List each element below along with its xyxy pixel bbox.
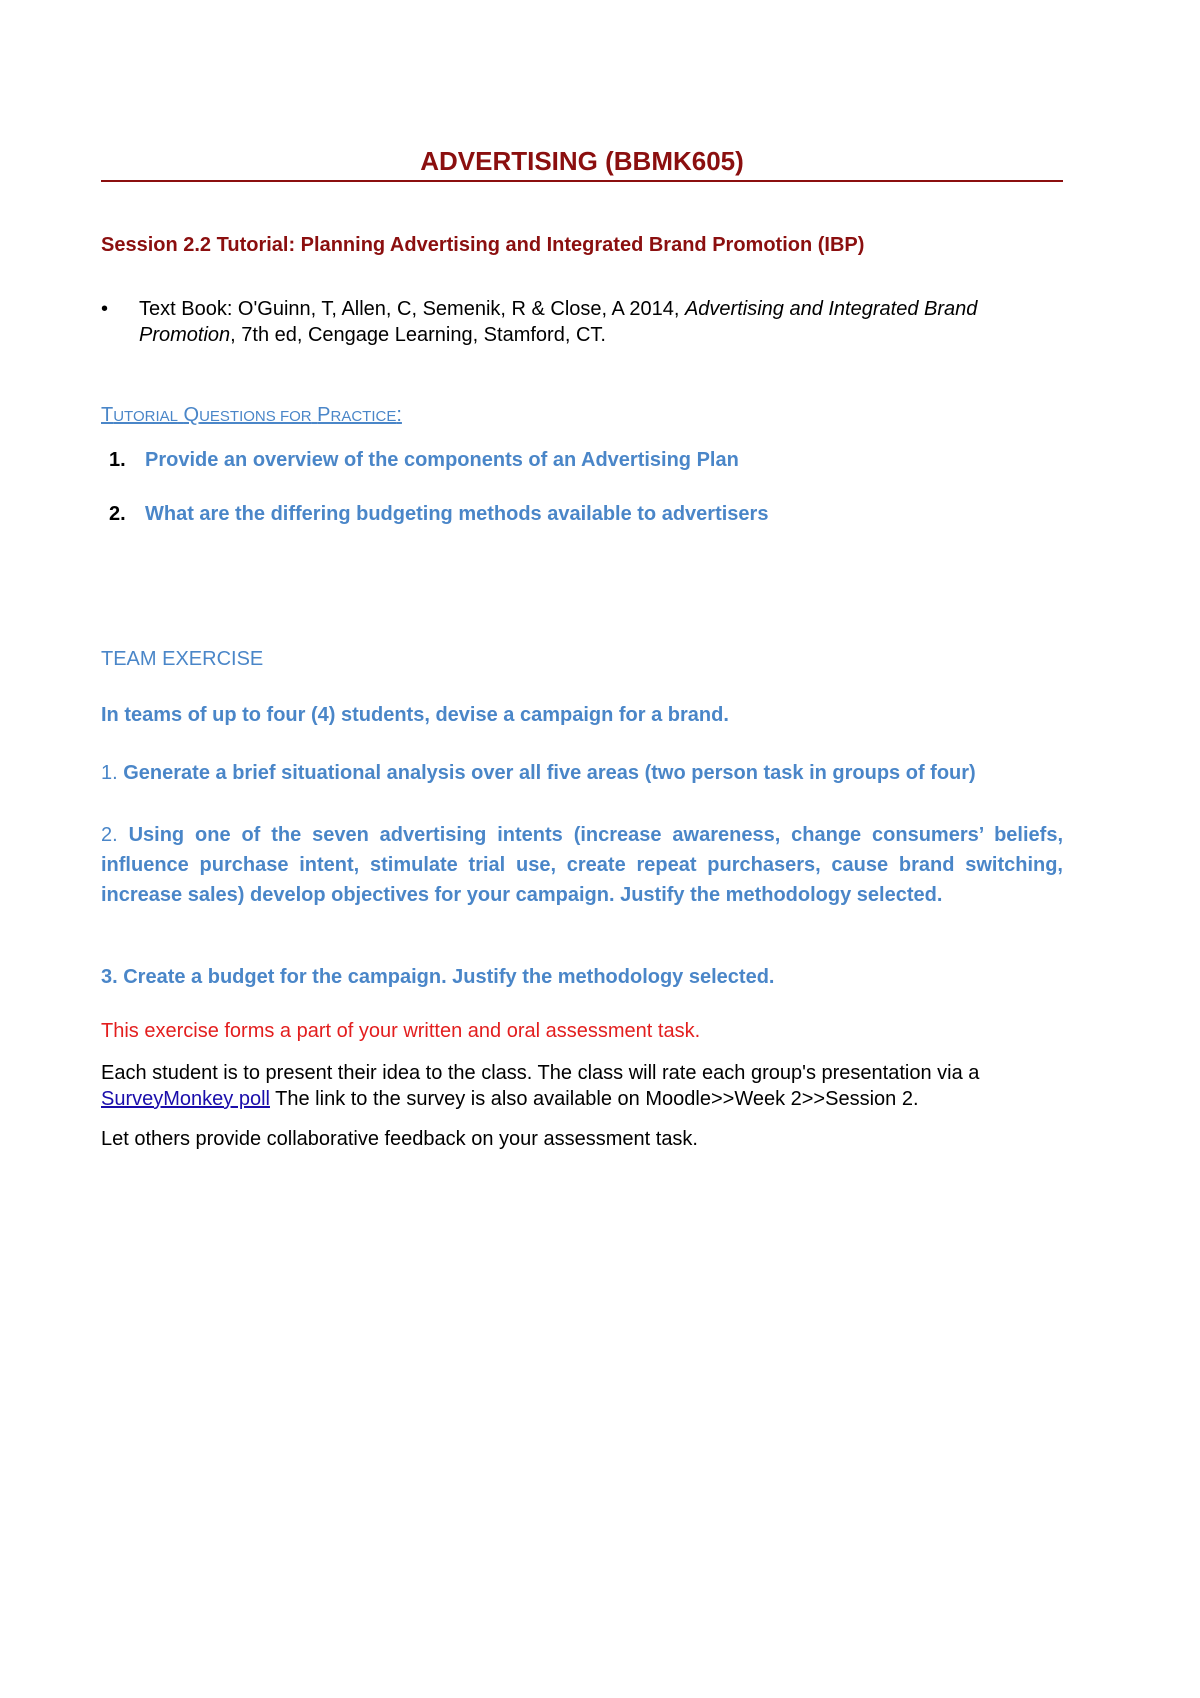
team-exercise-intro: In teams of up to four (4) students, devise a campaign for a brand. [101,704,729,726]
team-exercise-heading: TEAM EXERCISE [101,648,264,670]
textbook-prefix: Text Book: O'Guinn, T, Allen, C, Semenik, R & Close, A 2014, [139,298,685,320]
textbook-title: Advertising and Integrated Brand Promotion [139,298,978,346]
team-task-1: 1. Generate a brief situational analysis over all five areas (two person task in groups of four) [101,762,976,784]
textbook-suffix: , 7th ed, Cengage Learning, Stamford, CT. [230,324,606,346]
document-page [101,0,1063,1698]
team-task-3: 3. Create a budget for the campaign. Justify the methodology selected. [101,966,775,988]
surveymonkey-poll-link[interactable]: SurveyMonkey poll [101,1088,270,1110]
feedback-note: Let others provide collaborative feedback on your assessment task. [101,1128,698,1150]
question-item [109,503,768,526]
presentation-instructions: Each student is to present their idea to the class. The class will rate each group's presentation via a SurveyMonkey poll The link to the survey is also available on Moodle>>Week 2>>Session 2. [101,1062,980,1110]
document-title: ADVERTISING (BBMK605) [420,146,744,176]
question-number: 1. [109,449,126,471]
session-heading: Session 2.2 Tutorial: Planning Advertising and Integrated Brand Promotion (IBP) [101,234,865,256]
bullet-icon: • [101,298,109,320]
question-number: 2. [109,503,126,525]
question-text: Provide an overview of the components of an Advertising Plan [145,449,739,471]
assessment-note: This exercise forms a part of your written and oral assessment task. [101,1020,701,1042]
tutorial-questions-heading: TUTORIAL QUESTIONS FOR PRACTICE: [101,404,402,426]
question-item [109,449,739,472]
team-task-2: 2. Using one of the seven advertising intents (increase awareness, change consumers’ beliefs, influence purchase intent, stimulate trial use, create repeat purchasers, cause brand switching, increase sales) develop objectives for your campaign. Justify the methodology selected. [101,824,1063,906]
textbook-reference [101,296,1037,348]
question-text: What are the differing budgeting methods available to advertisers [145,503,769,525]
title-divider [101,180,1063,182]
